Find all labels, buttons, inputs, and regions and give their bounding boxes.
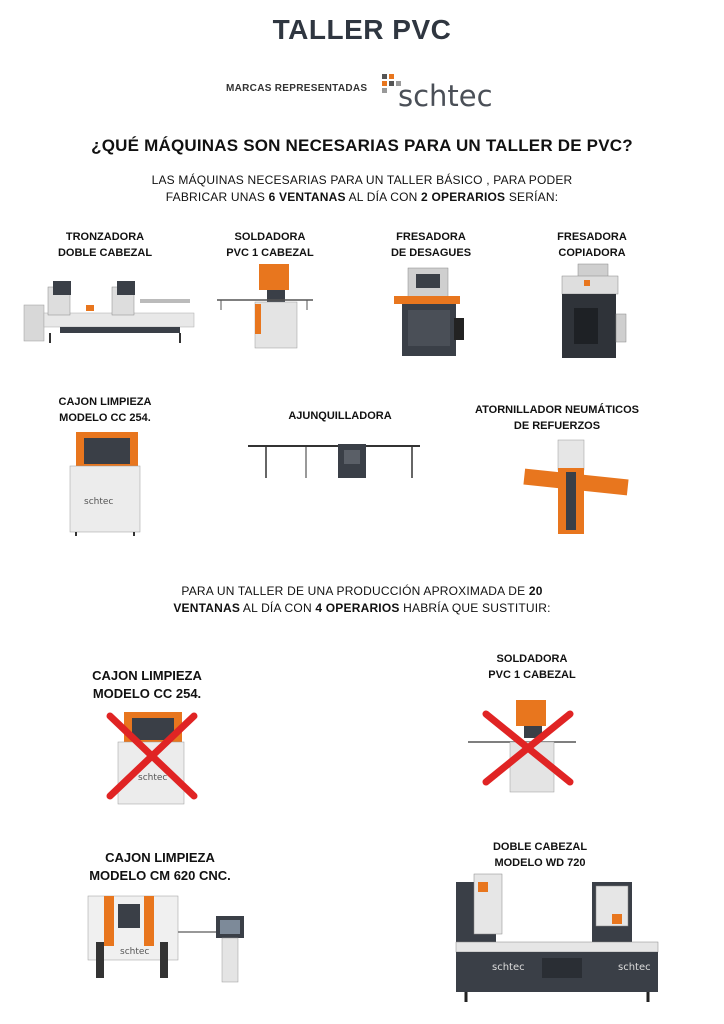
intro-paragraph [0,172,724,206]
question-heading: ¿QUÉ MÁQUINAS SON NECESARIAS PARA UN TALLER DE PVC? [91,136,633,155]
ajunquilladora-machine-image [246,438,422,484]
replaced-soldadora-machine-image [466,698,578,798]
production-bold-windows: VENTANAS [173,601,241,615]
label-line: ATORNILLADOR NEUMÁTICOS [475,404,639,416]
label-atornillador [475,402,639,434]
label-line: CAJON LIMPIEZA [105,850,215,865]
production-bold-count: 20 [528,584,543,598]
label-line: TRONZADORA [65,231,145,243]
label-line: MODELO CM 620 CNC. [89,868,231,883]
label-line: DOBLE CABEZAL [492,841,588,853]
label-line: CAJON LIMPIEZA [92,668,202,683]
tronzadora-machine-image [20,277,196,347]
brands-label: MARCAS REPRESENTADAS [226,83,368,94]
label-cajon-limpieza [30,394,180,426]
wd720-machine-image [452,872,662,1006]
label-replaced-soldadora [462,651,602,683]
production-text: HABRÍA QUE SUSTITUIR: [399,601,551,615]
label-line: DE DESAGUES [390,247,472,259]
label-line: FRESADORA [557,231,627,243]
production-bold-operators: 4 OPERARIOS [315,601,400,615]
svg-text:schtec: schtec [618,962,651,973]
production-line-1 [0,583,724,600]
label-replacement-wd720 [470,839,610,871]
soldadora-machine-image [215,262,315,352]
intro-text: SERÍAN: [505,190,559,204]
intro-bold-windows: 6 VENTANAS [268,190,346,204]
replaced-cajon-machine-image [104,708,200,808]
label-line: PVC 1 CABEZAL [488,669,576,681]
schtec-logo [380,70,520,110]
intro-line-2 [0,189,724,206]
label-line: DOBLE CABEZAL [57,247,153,259]
atornillador-machine-image [522,438,630,538]
svg-text:schtec: schtec [120,947,150,957]
svg-text:schtec: schtec [138,773,168,783]
label-soldadora [205,229,335,261]
page-title: TALLER PVC [272,14,452,45]
svg-text:schtec: schtec [492,962,525,973]
production-text: PARA UN TALLER DE UNA PRODUCCIÓN APROXIMADA DE [181,584,529,598]
intro-bold-operators: 2 OPERARIOS [421,190,506,204]
label-line: MODELO WD 720 [494,857,586,869]
label-replaced-cajon [72,667,222,703]
intro-line-1: LAS MÁQUINAS NECESARIAS PARA UN TALLER BÁSICO , PARA PODER [151,173,573,187]
production-line-2 [0,600,724,617]
label-line: MODELO CC 254. [59,412,151,424]
intro-text: AL DÍA CON [345,190,422,204]
label-line: CAJON LIMPIEZA [58,396,152,408]
label-line: AJUNQUILLADORA [288,410,392,422]
label-fresadora-copiadora [527,229,657,261]
label-line: COPIADORA [558,247,626,259]
label-line: PVC 1 CABEZAL [226,247,314,259]
label-line: SOLDADORA [496,653,568,665]
production-text: AL DÍA CON [240,601,316,615]
label-line: FRESADORA [396,231,466,243]
label-replacement-cm620 [80,849,240,885]
cajon-limpieza-machine-image [62,430,148,536]
fresadora-copiadora-machine-image [558,262,630,360]
cm620-machine-image [82,892,250,992]
label-line: MODELO CC 254. [92,686,202,701]
label-tronzadora [40,229,170,261]
logo-text: schtec [398,79,493,110]
label-line: DE REFUERZOS [513,420,601,432]
intro-text: FABRICAR UNAS [165,190,269,204]
svg-text:schtec: schtec [84,497,114,507]
label-ajunquilladora [265,408,415,424]
label-fresadora-desagues [366,229,496,261]
fresadora-desagues-machine-image [388,264,470,359]
label-line: SOLDADORA [234,231,306,243]
production-paragraph [0,583,724,617]
